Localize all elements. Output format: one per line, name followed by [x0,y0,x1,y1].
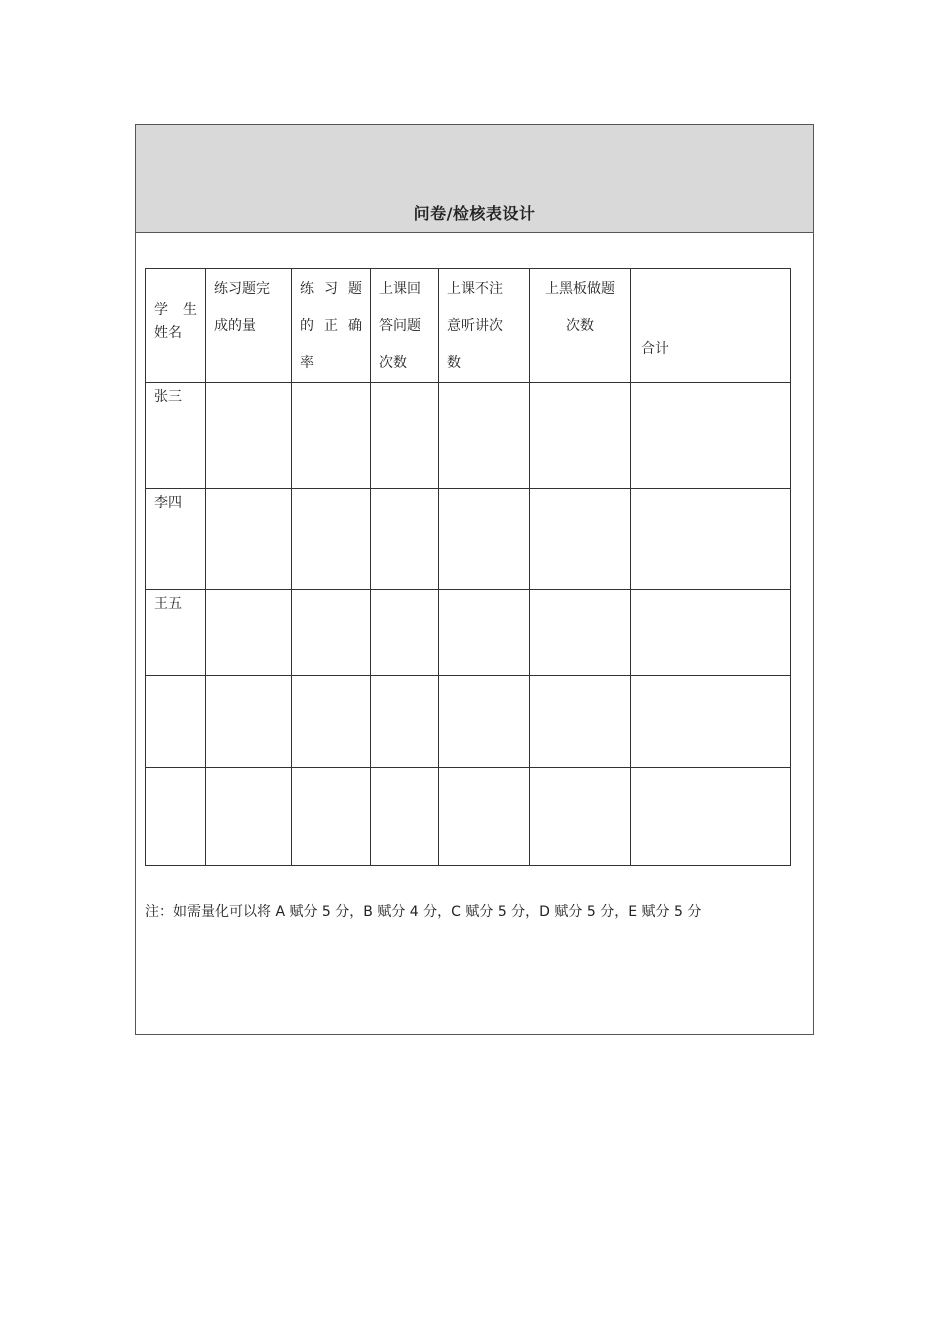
form-container [135,124,814,1035]
table-row [146,676,791,768]
table-row [146,383,791,489]
cell-input[interactable] [439,489,530,590]
cell-input[interactable] [530,768,631,866]
cell-input[interactable] [292,768,371,866]
student-name [146,676,206,768]
cell-input[interactable] [439,768,530,866]
cell-input[interactable] [631,768,791,866]
cell-input[interactable] [371,489,439,590]
cell-input[interactable] [439,383,530,489]
form-header [136,125,813,233]
header-answer-count: 上课回 答问题 次数 [371,269,439,383]
student-name: 王五 [146,590,206,676]
header-blackboard-count: 上黑板做题 次数 [530,269,631,383]
cell-input[interactable] [530,489,631,590]
scoring-note: 注：如需量化可以将 A 赋分 5 分，B 赋分 4 分，C 赋分 5 分，D 赋分 5 分，E 赋分 5 分 [145,904,702,920]
cell-input[interactable] [292,590,371,676]
cell-input[interactable] [530,590,631,676]
cell-input[interactable] [292,383,371,489]
student-name: 张三 [146,383,206,489]
cell-input[interactable] [371,383,439,489]
cell-input[interactable] [371,590,439,676]
page-title: 问卷/检核表设计 [413,204,536,223]
header-exercise-completion: 练习题完 成的量 [206,269,292,383]
student-name [146,768,206,866]
cell-input[interactable] [206,768,292,866]
cell-input[interactable] [371,768,439,866]
cell-input[interactable] [631,383,791,489]
cell-input[interactable] [439,590,530,676]
cell-input[interactable] [206,590,292,676]
cell-input[interactable] [631,489,791,590]
cell-input[interactable] [631,590,791,676]
student-name: 李四 [146,489,206,590]
cell-input[interactable] [206,489,292,590]
header-student-name: 学 生 姓名 [146,269,206,383]
header-inattention-count: 上课不注 意听讲次 数 [439,269,530,383]
cell-input[interactable] [371,676,439,768]
cell-input[interactable] [292,489,371,590]
table-row [146,768,791,866]
table-header-row [146,269,791,383]
checklist-table [145,268,791,866]
cell-input[interactable] [206,676,292,768]
cell-input[interactable] [530,383,631,489]
header-total: 合计 [631,269,791,383]
cell-input[interactable] [292,676,371,768]
header-exercise-accuracy: 练 习 题 的 正 确 率 [292,269,371,383]
cell-input[interactable] [206,383,292,489]
cell-input[interactable] [530,676,631,768]
table-row [146,489,791,590]
table-row [146,590,791,676]
cell-input[interactable] [631,676,791,768]
cell-input[interactable] [439,676,530,768]
